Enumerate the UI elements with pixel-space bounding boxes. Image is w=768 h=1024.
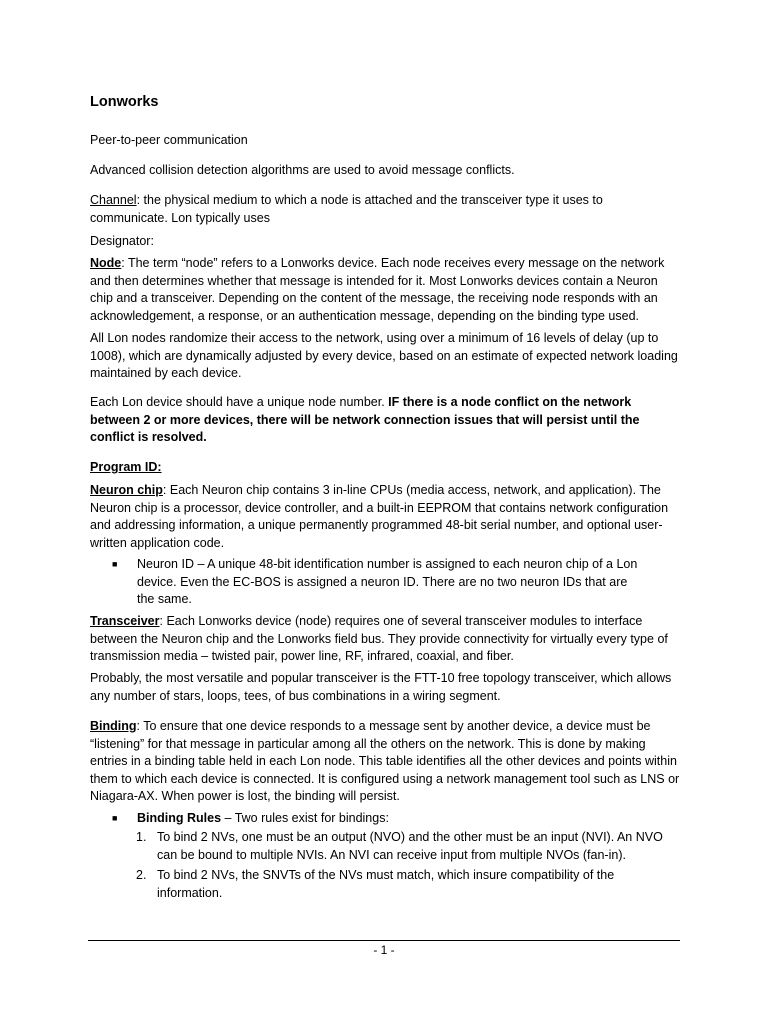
rule-text: To bind 2 NVs, the SNVTs of the NVs must match, which insure compatibility of the information. (157, 868, 615, 900)
footer-divider (88, 940, 680, 941)
paragraph-binding (90, 718, 680, 806)
binding-rules-line (137, 810, 647, 828)
neuron-chip-label: Neuron chip (90, 483, 163, 497)
paragraph-node (90, 255, 680, 325)
document-title: Lonworks (90, 94, 159, 110)
transceiver-label: Transceiver (90, 614, 160, 628)
channel-label: Channel (90, 193, 137, 207)
unique-bold-warning: IF there is a node conflict on the network between 2 or more devices, there will be network connection issues that will persist until the conflict is resolved. (90, 395, 640, 444)
paragraph-designator: Designator: (90, 234, 154, 248)
neuron-chip-text: : Each Neuron chip contains 3 in-line CPUs (media access, network, and application). The Neuron chip is a processor, device controller, and a built-in EEPROM that contains network configuration and addressing information, a unique permanently programmed 48-bit serial number, and optional user-written application code. (90, 483, 669, 550)
binding-label: Binding (90, 719, 137, 733)
bullet-marker: ■ (112, 813, 118, 823)
paragraph-unique-node (90, 394, 680, 447)
paragraph-collision: Advanced collision detection algorithms are used to avoid message conflicts. (90, 163, 515, 177)
neuron-id-text: Neuron ID – A unique 48-bit identification number is assigned to each neuron chip of a Lon device. Even the EC-BOS is assigned a neuron ID. There are no two neuron IDs that are the same. (137, 557, 638, 606)
channel-text: : the physical medium to which a node is attached and the transceiver type it uses to communicate. Lon typically uses (90, 193, 603, 225)
paragraph-transceiver (90, 613, 680, 666)
transceiver-text: : Each Lonworks device (node) requires one of several transceiver modules to interface between the Neuron chip and the Lonworks field bus. They provide connectivity for virtually every type of transmission media – twisted pair, power line, RF, infrared, coaxial, and fiber. (90, 614, 668, 663)
paragraph-neuron-chip (90, 482, 680, 552)
page-number: - 1 - (373, 943, 395, 957)
paragraph-channel (90, 192, 630, 227)
node-label: Node (90, 256, 122, 270)
paragraph-randomize: All Lon nodes randomize their access to the network, using over a minimum of 16 levels of delay (up to 1008), which are dynamically adjusted by every device, based on an estimate of expected network loading maintained by each device. (90, 331, 678, 380)
paragraph-ftt10: Probably, the most versatile and popular transceiver is the FTT-10 free topology transceiver, which allows any number of stars, loops, tees, of bus combinations in a wiring segment. (90, 671, 672, 703)
rule-number: 1. (136, 830, 147, 844)
rule-number: 2. (136, 868, 147, 882)
paragraph-peer-to-peer: Peer-to-peer communication (90, 133, 248, 147)
node-text: : The term “node” refers to a Lonworks device. Each node receives every message on the network and then determines whether that message is intended for it. Most Lonworks devices contain a Neuron chip and a transceiver. Depending on the content of the message, the receiving node responds with an acknowledgement, a response, or an authentication message, depending on the binding type used. (90, 256, 665, 323)
binding-rules-label: Binding Rules (137, 811, 222, 825)
rule-text: To bind 2 NVs, one must be an output (NVO) and the other must be an input (NVI). An NVO can be bound to multiple NVIs. An NVI can receive input from multiple NVOs (fan-in). (157, 830, 663, 862)
binding-rules-text: – Two rules exist for bindings: (221, 811, 389, 825)
unique-text: Each Lon device should have a unique node number. (90, 395, 389, 409)
heading-program-id: Program ID: (90, 460, 162, 474)
bullet-marker: ■ (112, 559, 118, 569)
binding-text: : To ensure that one device responds to a message sent by another device, a device must be “listening” for that message in particular among all the others on the network. This is done by making entries in a binding table held in each Lon node. This table identifies all the other devices and points within them to which each device is connected. It is configured using a network management tool such as LNS or Niagara-AX. When power is lost, the binding will persist. (90, 719, 680, 803)
